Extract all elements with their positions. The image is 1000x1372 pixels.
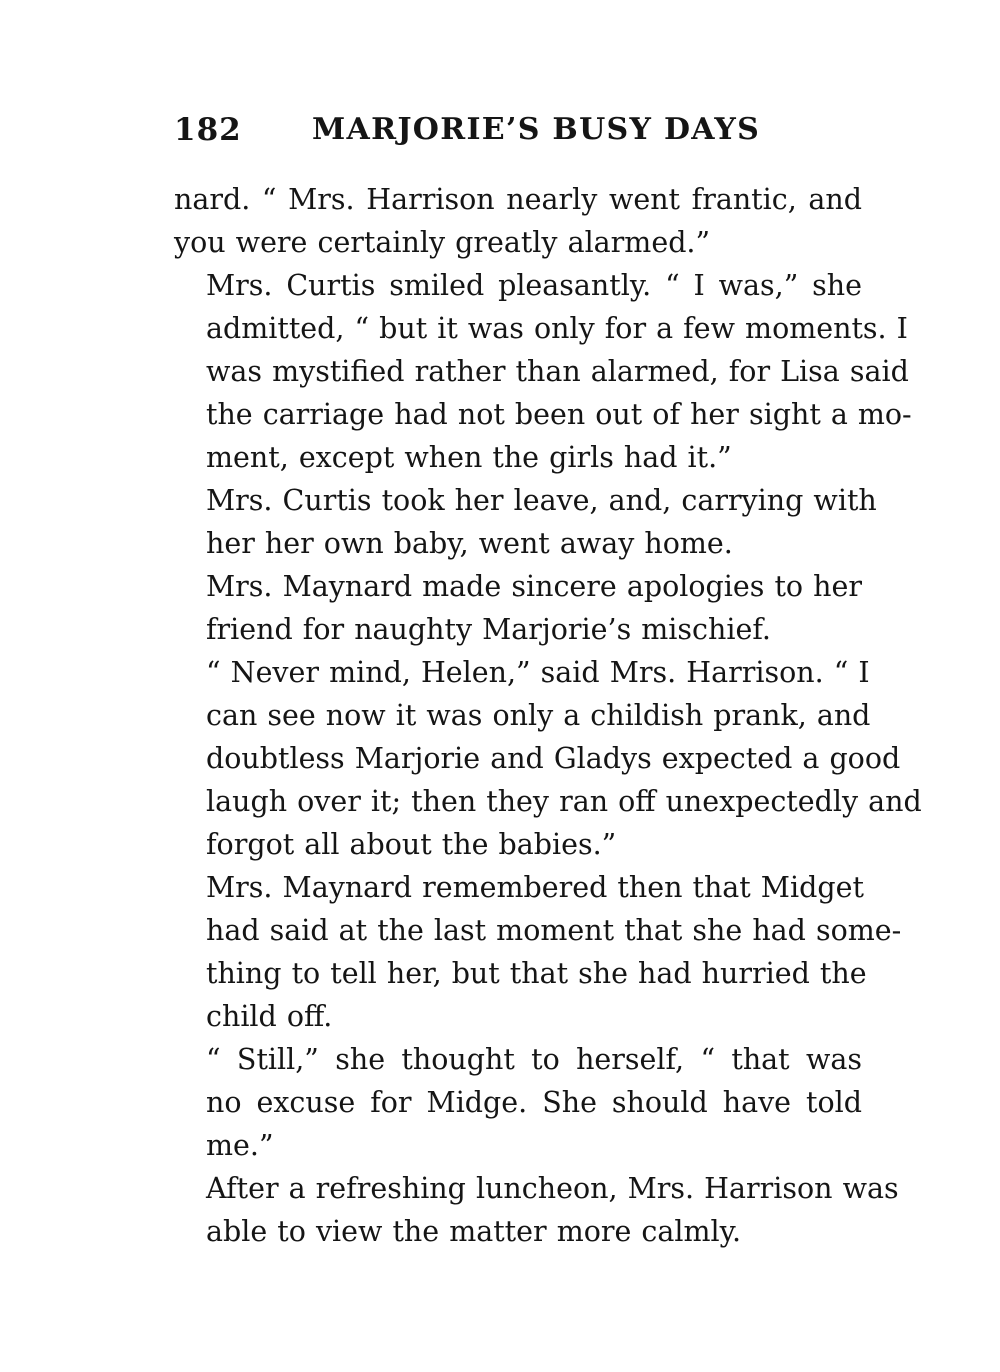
text-line: nard. “ Mrs. Harrison nearly went frantic, and [174,183,862,216]
text-line: “ Still,” she thought to herself, “ that was [206,1043,862,1076]
text-line: friend for naughty Marjorie’s mischief. [206,613,771,646]
text-line: “ Never mind, Helen,” said Mrs. Harrison. “ I [206,656,870,689]
text-line: After a refreshing luncheon, Mrs. Harrison was [206,1172,899,1205]
text-line: was mystified rather than alarmed, for Lisa said [206,355,909,388]
text-line: me.” [206,1129,274,1162]
text-line: Mrs. Curtis smiled pleasantly. “ I was,” she [206,269,862,302]
running-title: MARJORIE’S BUSY DAYS [312,112,761,147]
text-line: no excuse for Midge. She should have told [206,1086,862,1119]
text-line: the carriage had not been out of her sight a mo- [206,398,912,431]
paragraph-2 [174,264,912,479]
text-line: can see now it was only a childish prank, and [206,699,871,732]
page-number: 182 [174,112,242,148]
text-line: forgot all about the babies.” [206,828,617,861]
text-line: admitted, “ but it was only for a few moments. I [206,312,908,345]
text-line: ment, except when the girls had it.” [206,441,732,474]
body-text [174,178,922,1253]
paragraph-6 [174,866,902,1038]
text-line: child off. [206,1000,333,1033]
text-line: her her own baby, went away home. [206,527,733,560]
paragraph-4 [174,565,862,651]
page-header [174,112,864,162]
text-line: doubtless Marjorie and Gladys expected a good [206,742,901,775]
text-line: Mrs. Maynard remembered then that Midget [206,871,864,904]
text-line: you were certainly greatly alarmed.” [174,226,711,259]
text-line: thing to tell her, but that she had hurried the [206,957,867,990]
paragraph-8 [174,1167,899,1253]
text-line: able to view the matter more calmly. [206,1215,742,1248]
paragraph-1 [174,178,862,264]
paragraph-5 [174,651,922,866]
text-line: Mrs. Maynard made sincere apologies to her [206,570,862,603]
text-line: laugh over it; then they ran off unexpectedly and [206,785,922,818]
paragraph-3 [174,479,877,565]
paragraph-7 [174,1038,862,1167]
text-line: had said at the last moment that she had some- [206,914,902,947]
text-line: Mrs. Curtis took her leave, and, carrying with [206,484,877,517]
